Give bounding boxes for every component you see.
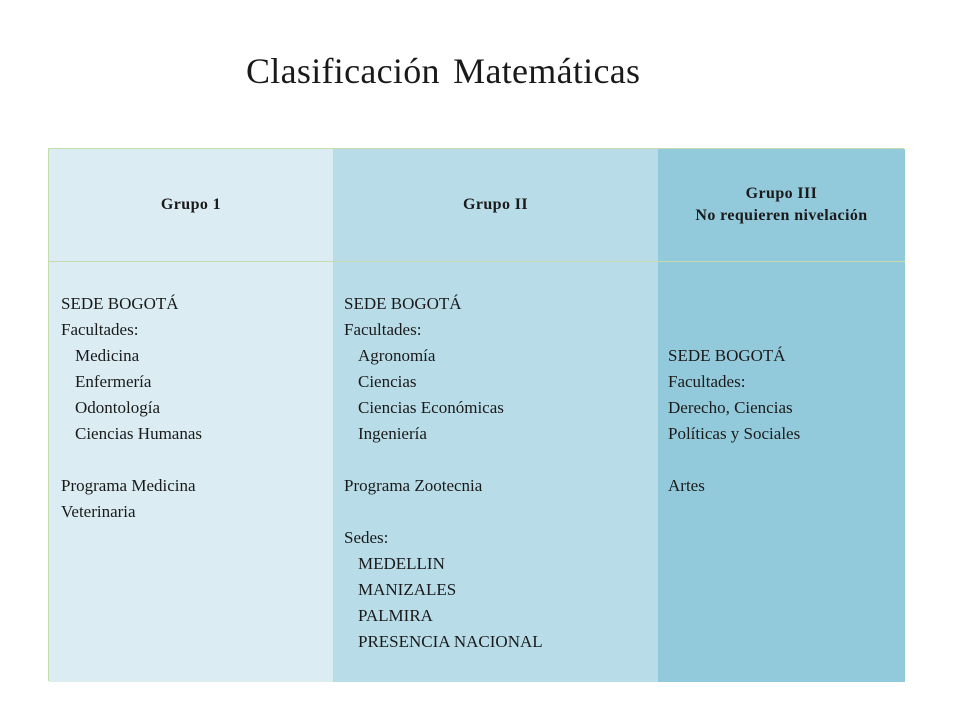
list-item: PALMIRA xyxy=(358,606,433,625)
list-item: Veterinaria xyxy=(61,502,136,521)
list-item: Ingeniería xyxy=(358,424,427,443)
slide-title: Clasificación Matemáticas xyxy=(246,51,641,91)
spacer xyxy=(61,447,333,473)
spacer xyxy=(344,499,657,525)
classification-table xyxy=(48,148,904,681)
list-item: Programa Zootecnia xyxy=(344,476,483,495)
list-item: Derecho, Ciencias xyxy=(668,398,793,417)
list-item: PRESENCIA NACIONAL xyxy=(358,632,543,651)
group-2-header xyxy=(334,149,658,262)
spacer xyxy=(668,447,905,473)
group-1-body xyxy=(49,262,334,682)
list-item: Ciencias Humanas xyxy=(75,424,202,443)
list-item: Artes xyxy=(668,476,705,495)
list-item: SEDE BOGOTÁ xyxy=(668,346,786,365)
list-item: MEDELLIN xyxy=(358,554,445,573)
list-item: Medicina xyxy=(75,346,140,365)
list-item: Sedes: xyxy=(344,528,389,547)
list-item: MANIZALES xyxy=(358,580,457,599)
group-3-body xyxy=(658,262,905,682)
group-1-header xyxy=(49,149,334,262)
list-item: Ciencias xyxy=(358,372,417,391)
list-item: Agronomía xyxy=(358,346,436,365)
list-item: SEDE BOGOTÁ xyxy=(61,294,179,313)
list-item: Enfermería xyxy=(75,372,152,391)
list-item: Ciencias Económicas xyxy=(358,398,504,417)
list-item: Facultades: xyxy=(61,320,139,339)
spacer xyxy=(344,447,657,473)
list-item: Políticas y Sociales xyxy=(668,424,801,443)
group-header-line: No requieren nivelación xyxy=(695,207,868,224)
list-item: Facultades: xyxy=(668,372,746,391)
list-item: Facultades: xyxy=(344,320,422,339)
list-item: Programa Medicina xyxy=(61,476,196,495)
list-item: SEDE BOGOTÁ xyxy=(344,294,462,313)
group-header-line: Grupo II xyxy=(463,196,528,213)
group-header-line: Grupo III xyxy=(745,185,818,202)
group-2-body xyxy=(334,262,658,682)
group-3-header xyxy=(658,149,905,262)
list-item: Odontología xyxy=(75,398,160,417)
group-header-line: Grupo 1 xyxy=(160,196,222,213)
